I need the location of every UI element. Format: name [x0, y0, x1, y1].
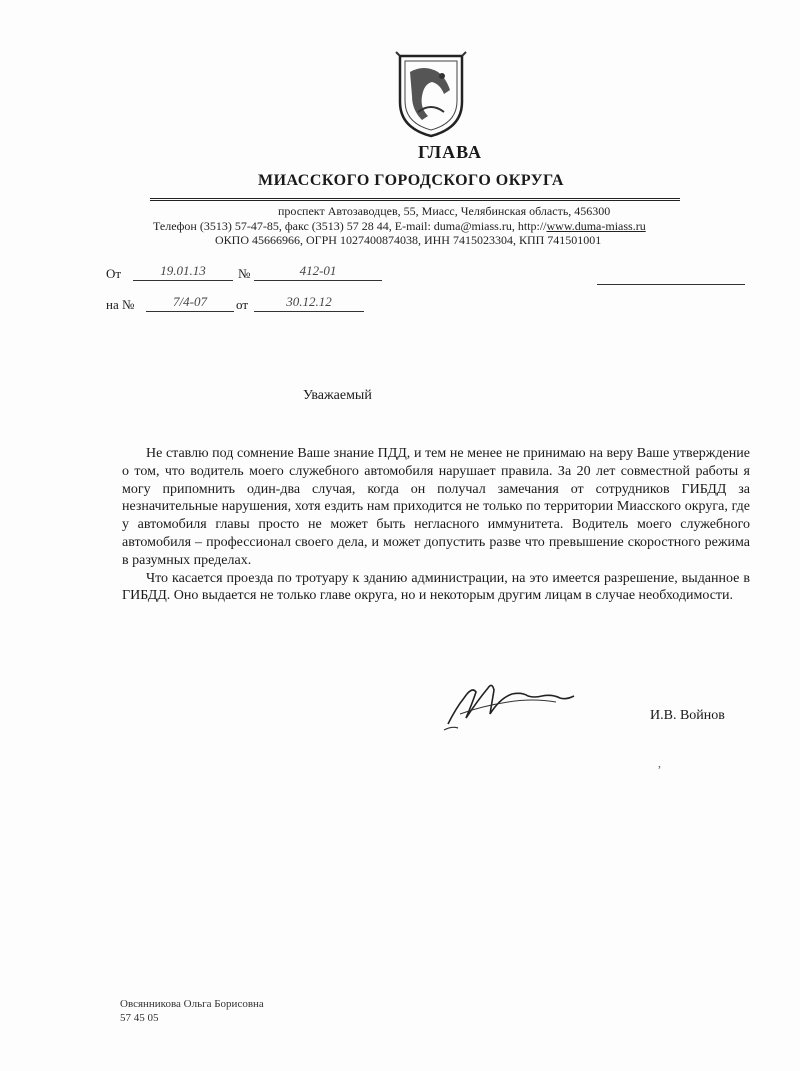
salutation: Уважаемый: [303, 388, 372, 403]
header-contacts: [153, 219, 646, 234]
header-contacts-text: Телефон (3513) 57-47-85, факс (3513) 57 28 44, E-mail: duma@miass.ru, http://: [153, 219, 547, 233]
stray-mark: ,: [658, 756, 661, 770]
header-address: проспект Автозаводцев, 55, Миасс, Челябинская область, 456300: [278, 204, 611, 218]
from-label: От: [106, 266, 122, 281]
header-divider: [150, 198, 680, 201]
executor-name: Овсянникова Ольга Борисовна: [120, 998, 264, 1010]
header-title: ГЛАВА: [417, 142, 483, 162]
reply-date-label: от: [236, 297, 249, 312]
website-link[interactable]: www.duma-miass.ru: [546, 219, 646, 233]
outgoing-date: 19.01.13: [133, 264, 233, 281]
letter-paragraph: Не ставлю под сомнение Ваше знание ПДД, и тем не менее не принимаю на веру Ваше утверждение о том, что водитель моего служебного автомобиля нарушает правила. За 20 лет совместной работы я могу припомнить один-два случая, когда он получал замечания от сотрудников ГИБДД за незначительные нарушения, хотя ездить нам приходится не только по территории Миасского округа, где у автомобиля главы просто не может быть негласного иммунитета. Водитель моего служебного автомобиля – профессионал своего дела, и может допустить разве что превышение скоростного режима в разумных пределах.: [122, 446, 750, 568]
executor-phone: 57 45 05: [120, 1012, 159, 1024]
reply-label: на №: [106, 297, 135, 312]
outgoing-number: 412-01: [254, 264, 382, 281]
header-registry: ОКПО 45666966, ОГРН 1027400874038, ИНН 7415023304, КПП 741501001: [215, 233, 602, 247]
reply-number: 7/4-07: [146, 295, 234, 312]
handwritten-signature-icon: [442, 668, 582, 734]
number-label: №: [238, 266, 251, 281]
executor-info: [120, 997, 264, 1025]
header-organization: МИАССКОГО ГОРОДСКОГО ОКРУГА: [258, 172, 564, 189]
signer-name: И.В. Войнов: [650, 708, 725, 723]
recipient-line: [597, 284, 745, 285]
coat-of-arms-icon: [394, 50, 468, 140]
letter-paragraph: Что касается проезда по тротуару к зданию администрации, на это имеется разрешение, выданное в ГИБДД. Оно выдается не только главе округа, но и некоторым другим лицам в случае необходимости.: [122, 570, 750, 604]
letter-body: [122, 445, 750, 605]
reply-date: 30.12.12: [254, 295, 364, 312]
